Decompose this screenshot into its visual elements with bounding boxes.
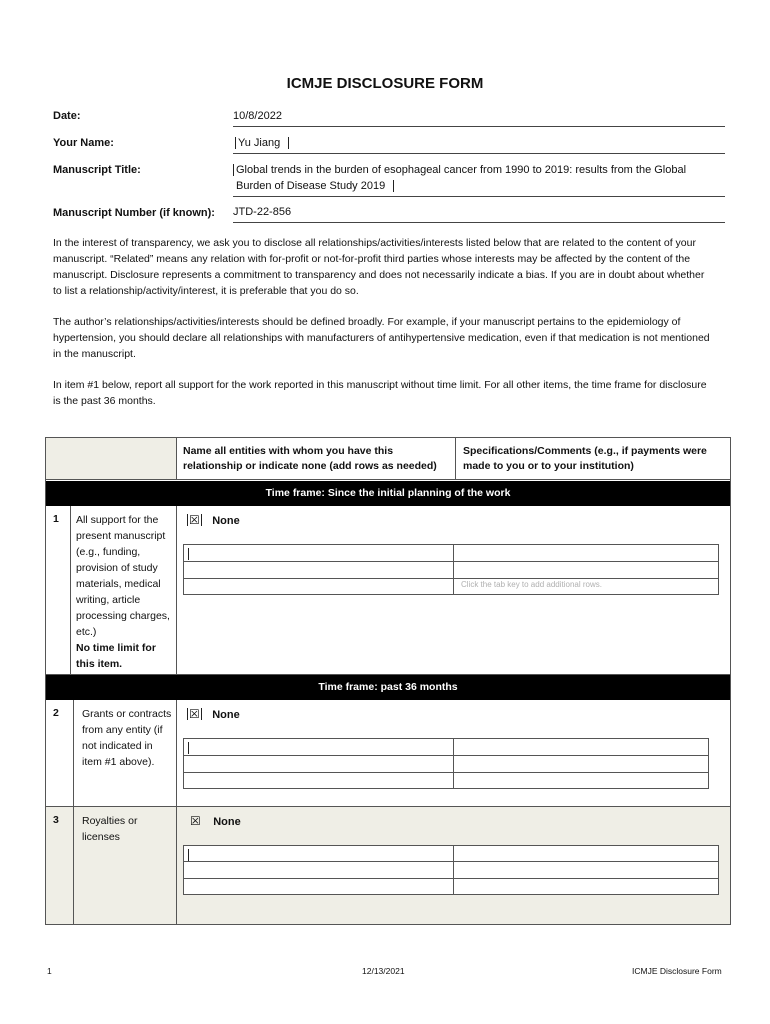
form-title: ICMJE DISCLOSURE FORM — [286, 75, 484, 92]
row-divider — [176, 807, 177, 924]
none-checkbox[interactable]: ☒ — [190, 814, 201, 828]
row-divider — [73, 807, 74, 924]
text-cursor — [201, 708, 202, 720]
timeframe-bar-1: Time frame: Since the initial planning of the work — [46, 481, 730, 506]
row-divider — [73, 700, 74, 806]
manuscript-number-label: Manuscript Number (if known): — [53, 207, 215, 219]
text-cursor — [188, 849, 189, 861]
text-cursor — [233, 164, 234, 176]
subtable-line — [183, 861, 719, 862]
row-divider — [176, 700, 177, 806]
comment-input[interactable] — [454, 846, 718, 861]
item-1-note: No time limit for this item. — [76, 642, 156, 670]
page-number: 1 — [47, 966, 52, 976]
add-rows-hint: Click the tab key to add additional rows. — [461, 580, 602, 589]
text-cursor — [187, 514, 188, 526]
text-cursor — [393, 180, 394, 192]
item-number: 1 — [53, 513, 59, 525]
intro-paragraph: In the interest of transparency, we ask you to disclose all relationships/activities/interests listed below that are related to the content of your manuscript. “Related” means any relation with for-profit or not-for-profit third parties whose interests may be affected by the content of the manuscript. Disclosure represents a commitment to transparency and does not necessarily indicate a bias. If you are in doubt about whether to list a relationship/activity/interest, it is preferable that you do so. — [53, 237, 705, 297]
manuscript-title-line2: Burden of Disease Study 2019 — [236, 180, 386, 192]
none-checkbox[interactable]: ☒ — [189, 707, 200, 721]
manuscript-number-value: JTD-22-856 — [233, 206, 292, 218]
none-checkbox-group[interactable] — [187, 705, 240, 723]
header-divider — [176, 437, 177, 480]
manuscript-title-label: Manuscript Title: — [53, 164, 141, 176]
entity-input[interactable] — [184, 739, 452, 755]
text-cursor — [188, 548, 189, 560]
subtable-line — [183, 561, 719, 562]
subtable-line — [183, 878, 719, 879]
footer-form-name: ICMJE Disclosure Form — [632, 966, 722, 976]
timeframe-paragraph: In item #1 below, report all support for the work reported in this manuscript without time limit. For all other items, the time frame for disclosure is the past 36 months. — [53, 379, 707, 407]
text-cursor — [288, 137, 289, 149]
text-cursor — [188, 742, 189, 754]
entity-input[interactable] — [184, 846, 452, 861]
row-divider — [70, 506, 71, 674]
item-number: 2 — [53, 707, 59, 719]
subtable-line — [183, 772, 709, 773]
none-checkbox-group[interactable] — [187, 511, 240, 529]
date-field[interactable] — [233, 109, 725, 127]
manuscript-title-line1: Global trends in the burden of esophageal cancer from 1990 to 2019: results from the Global — [236, 164, 687, 176]
manuscript-number-field[interactable] — [233, 205, 725, 223]
item-3-text: Royalties or licenses — [82, 815, 138, 843]
none-label: None — [212, 709, 240, 721]
date-value: 10/8/2022 — [233, 110, 282, 122]
subtable-line — [183, 755, 709, 756]
footer-date: 12/13/2021 — [362, 966, 405, 976]
timeframe-bar-2: Time frame: past 36 months — [46, 675, 730, 700]
name-field[interactable] — [233, 136, 725, 154]
entity-input[interactable] — [184, 545, 452, 561]
date-label: Date: — [53, 110, 81, 122]
none-checkbox[interactable]: ☒ — [189, 513, 200, 527]
text-cursor — [187, 708, 188, 720]
none-checkbox-group[interactable] — [190, 812, 241, 830]
item-1-text: All support for the present manuscript (e.g., funding, provision of study materials, medical writing, article processing charges, etc.) — [76, 514, 170, 638]
manuscript-title-field[interactable] — [233, 162, 725, 197]
none-label: None — [213, 816, 241, 828]
item-description — [76, 512, 174, 672]
comments-column-header: Specifications/Comments (e.g., if payments were made to you or to your institution) — [463, 445, 707, 472]
item-2-text: Grants or contracts from any entity (if not indicated in item #1 above). — [82, 708, 172, 768]
name-value: Yu Jiang — [238, 137, 281, 149]
comment-input[interactable] — [454, 545, 718, 561]
text-cursor — [235, 137, 236, 149]
comment-input[interactable] — [454, 739, 708, 755]
text-cursor — [201, 514, 202, 526]
none-label: None — [212, 515, 240, 527]
header-divider — [455, 437, 456, 480]
row-divider — [176, 506, 177, 674]
entities-column-header: Name all entities with whom you have this relationship or indicate none (add rows as needed) — [183, 445, 437, 472]
item-number: 3 — [53, 814, 59, 826]
subtable-line — [183, 578, 719, 579]
name-label: Your Name: — [53, 137, 114, 149]
definition-paragraph: The author’s relationships/activities/interests should be defined broadly. For example, if your manuscript pertains to the epidemiology of hypertension, you should declare all relationships with manufacturers of antihypertensive medication, even if that medication is not mentioned in the manuscript. — [53, 316, 710, 360]
